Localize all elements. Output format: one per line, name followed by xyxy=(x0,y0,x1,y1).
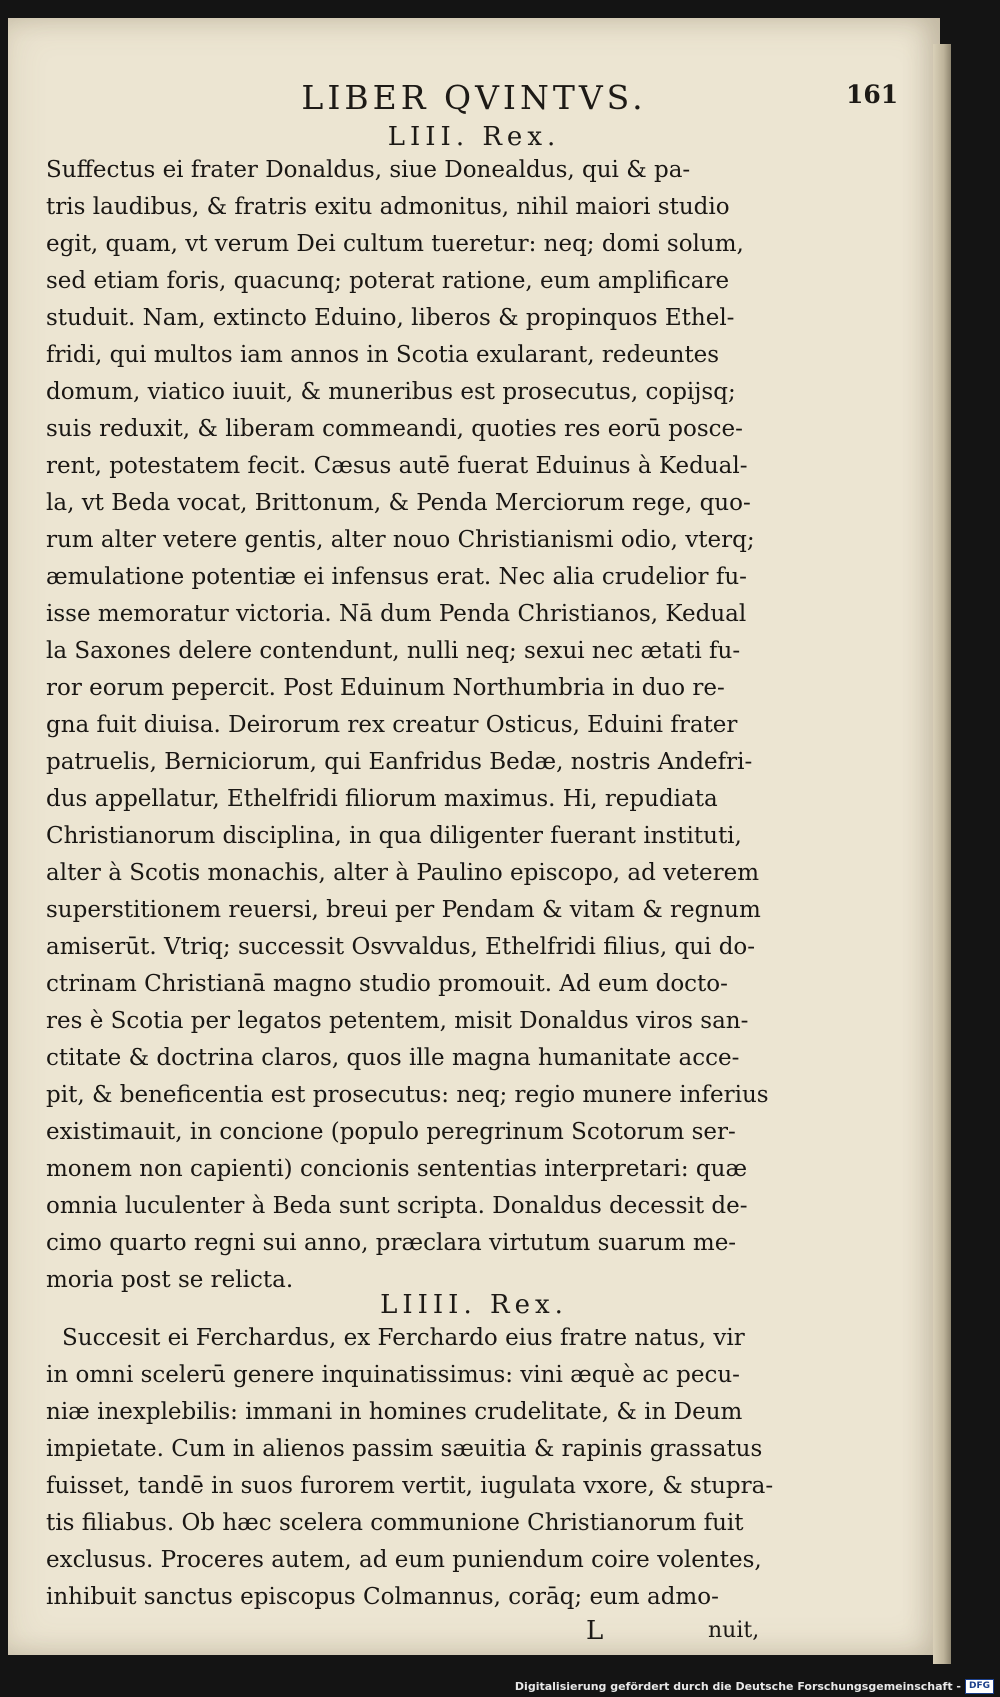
text-line: res è Scotia per legatos petentem, misit Donaldus viros san- xyxy=(46,1008,749,1034)
text-line: ctitate & doctrina claros, quos ille magna humanitate acce- xyxy=(46,1045,740,1071)
text-line: alter à Scotis monachis, alter à Paulino episcopo, ad veterem xyxy=(46,860,760,886)
credit-text: Digitalisierung gefördert durch die Deutsche Forschungsgemeinschaft - xyxy=(514,1679,961,1693)
text-line: tis filiabus. Ob hæc scelera communione Christianorum fuit xyxy=(46,1510,744,1536)
text-line: la, vt Beda vocat, Brittonum, & Penda Merciorum rege, quo- xyxy=(46,490,751,516)
signature-mark: L xyxy=(586,1616,604,1646)
text-line: omnia luculenter à Beda sunt scripta. Donaldus decessit de- xyxy=(46,1193,748,1219)
text-line: tris laudibus, & fratris exitu admonitus, nihil maiori studio xyxy=(46,194,730,220)
text-line: exclusus. Proceres autem, ad eum puniendum coire volentes, xyxy=(46,1547,762,1573)
text-line: dus appellatur, Ethelfridi filiorum maximus. Hi, repudiata xyxy=(46,786,718,812)
running-title: LIBER QVINTVS. xyxy=(301,78,647,117)
text-line: cimo quarto regni sui anno, præclara virtutum suarum me- xyxy=(46,1230,737,1256)
text-line: sed etiam foris, quacunq; poterat ratione, eum amplificare xyxy=(46,268,730,294)
text-line: niæ inexplebilis: immani in homines crudelitate, & in Deum xyxy=(46,1399,743,1425)
page-edge xyxy=(933,44,951,1664)
digitization-credit xyxy=(515,1678,994,1694)
text-line: gna fuit diuisa. Deirorum rex creatur Osticus, Eduini frater xyxy=(46,712,738,738)
text-line: Succesit ei Ferchardus, ex Ferchardo eius fratre natus, vir xyxy=(62,1325,745,1351)
text-line: æmulatione potentiæ ei infensus erat. Nec alia crudelior fu- xyxy=(46,564,747,590)
dfg-logo: DFG xyxy=(965,1679,994,1694)
text-line: monem non capienti) concionis sententias interpretari: quæ xyxy=(46,1156,748,1182)
text-line: existimauit, in concione (populo peregrinum Scotorum ser- xyxy=(46,1119,736,1145)
page-number: 161 xyxy=(846,80,899,109)
text-line: patruelis, Berniciorum, qui Eanfridus Bedæ, nostris Andefri- xyxy=(46,749,753,775)
text-line: superstitionem reuersi, breui per Pendam & vitam & regnum xyxy=(46,897,761,923)
text-line: egit, quam, vt verum Dei cultum tueretur: neq; domi solum, xyxy=(46,231,744,257)
section-heading: LIII. Rex. xyxy=(387,122,561,152)
text-line: domum, viatico iuuit, & muneribus est prosecutus, copijsq; xyxy=(46,379,736,405)
text-line: impietate. Cum in alienos passim sæuitia & rapinis grassatus xyxy=(46,1436,763,1462)
text-line: amiserūt. Vtriq; successit Osvvaldus, Ethelfridi filius, qui do- xyxy=(46,934,756,960)
text-line: pit, & beneficentia est prosecutus: neq; regio munere inferius xyxy=(46,1082,769,1108)
text-line: moria post se relicta. xyxy=(46,1267,294,1293)
text-line: inhibuit sanctus episcopus Colmannus, corāq; eum admo- xyxy=(46,1584,719,1610)
section-heading: LIIII. Rex. xyxy=(380,1290,568,1320)
text-line: la Saxones delere contendunt, nulli neq; sexui nec ætati fu- xyxy=(46,638,741,664)
text-line: studuit. Nam, extincto Eduino, liberos & propinquos Ethel- xyxy=(46,305,735,331)
text-line: Suffectus ei frater Donaldus, siue Donealdus, qui & pa- xyxy=(46,157,691,183)
text-line: fridi, qui multos iam annos in Scotia exularant, redeuntes xyxy=(46,342,720,368)
text-line: ror eorum pepercit. Post Eduinum Northumbria in duo re- xyxy=(46,675,725,701)
text-line: isse memoratur victoria. Nā dum Penda Christianos, Kedual xyxy=(46,601,747,627)
text-line: rent, potestatem fecit. Cæsus autē fuerat Eduinus à Kedual- xyxy=(46,453,748,479)
text-line: rum alter vetere gentis, alter nouo Christianismi odio, vterq; xyxy=(46,527,755,553)
text-line: in omni scelerū genere inquinatissimus: vini æquè ac pecu- xyxy=(46,1362,740,1388)
text-line: ctrinam Christianā magno studio promouit. Ad eum docto- xyxy=(46,971,728,997)
text-line: fuisset, tandē in suos furorem vertit, iugulata vxore, & stupra- xyxy=(46,1473,774,1499)
text-line: suis reduxit, & liberam commeandi, quoties res eorū posce- xyxy=(46,416,743,442)
book-page xyxy=(8,18,940,1655)
catchword: nuit, xyxy=(708,1618,760,1643)
text-line: Christianorum disciplina, in qua diligenter fuerant instituti, xyxy=(46,823,742,849)
